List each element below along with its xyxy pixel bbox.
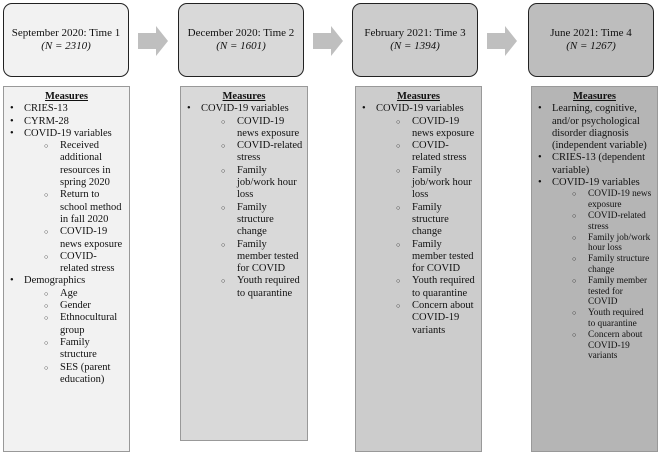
sub-measure-item: ○ COVID-related stress	[570, 211, 653, 233]
measures-heading: Measures	[573, 91, 616, 102]
timepoint-n: (N = 2310)	[41, 40, 91, 52]
sub-measure-item: ○ COVID-19 news exposure	[219, 116, 303, 141]
sub-measure-item: ○ Gender	[42, 300, 125, 312]
timepoint-box	[178, 3, 304, 77]
sub-measure-item: ○ Youth required to quarantine	[219, 275, 303, 300]
measure-item	[8, 116, 125, 128]
measure-item	[536, 152, 653, 177]
measure-item	[8, 275, 125, 386]
sub-measure-item: ○ COVID-19 news exposure	[394, 116, 477, 141]
sub-measure-item: ○ Ethnocultural group	[42, 312, 125, 337]
measures-panel	[531, 86, 658, 452]
measure-item	[536, 103, 653, 152]
sub-measure-item: ○ Family member tested for COVID	[219, 239, 303, 276]
timepoint-title: December 2020: Time 2	[187, 27, 295, 39]
arrow-right-icon	[313, 26, 343, 56]
measure-item	[8, 103, 125, 115]
measures-panel	[180, 86, 308, 441]
measure-item	[185, 103, 303, 300]
timepoint-title: February 2021: Time 3	[364, 27, 466, 39]
timepoint-title: June 2021: Time 4	[550, 27, 632, 39]
sub-measure-item: ○ SES (parent education)	[42, 362, 125, 387]
measure-label: COVID-19 variables	[201, 103, 289, 115]
measures-heading: Measures	[397, 91, 440, 102]
sub-measure-item: ○ Family job/work hour loss	[570, 233, 653, 255]
measure-item	[360, 103, 477, 337]
sub-measure-item: ○ COVID-19 news exposure	[570, 189, 653, 211]
sub-measure-item: ○ Family structure change	[394, 202, 477, 239]
measure-item	[536, 177, 653, 362]
sub-measure-item: ○ Family job/work hour loss	[394, 165, 477, 202]
sub-measure-item: ○ COVID-19 news exposure	[42, 226, 125, 251]
measures-heading: Measures	[222, 91, 266, 102]
sub-measure-item: ○ Family structure change	[219, 202, 303, 239]
timepoint-box	[3, 3, 129, 77]
arrow-right-icon	[487, 26, 517, 56]
measure-label: Demographics	[24, 275, 86, 287]
sub-measure-item: ○ Family job/work hour loss	[219, 165, 303, 202]
sub-measure-item: ○ Family structure	[42, 337, 125, 362]
measure-label: COVID-19 variables	[24, 127, 112, 139]
sub-measure-item: ○ Family structure change	[570, 254, 653, 276]
sub-measure-item: ○ COVID-related stress	[219, 140, 303, 165]
sub-measure-item: ○ Youth required to quarantine	[570, 308, 653, 330]
timepoint-title: September 2020: Time 1	[11, 27, 121, 39]
sub-measure-item: ○ Return to school method in fall 2020	[42, 189, 125, 226]
sub-measure-item: ○ COVID-related stress	[394, 140, 477, 165]
measures-panel	[355, 86, 482, 452]
timepoint-box	[528, 3, 654, 77]
measure-label: CYRM-28	[24, 115, 69, 127]
sub-measure-item: ○ Concern about COVID-19 variants	[570, 330, 653, 362]
arrow-right-icon	[138, 26, 168, 56]
sub-measure-item: ○ COVID-related stress	[42, 251, 125, 276]
timepoint-n: (N = 1394)	[390, 40, 440, 52]
sub-measure-item: ○ Concern about COVID-19 variants	[394, 300, 477, 337]
sub-measure-item: ○ Family member tested for COVID	[570, 276, 653, 308]
measure-item	[8, 128, 125, 276]
measure-label: COVID-19 variables	[376, 103, 464, 115]
timepoint-n: (N = 1267)	[566, 40, 616, 52]
measure-label: CRIES-13 (dependent variable)	[552, 152, 646, 176]
measures-panel	[3, 86, 130, 452]
measure-label: CRIES-13	[24, 103, 68, 115]
measure-label: Learning, cognitive, and/or psychological disorder diagnosis (independent variable)	[552, 103, 647, 152]
sub-measure-item: ○ Received additional resources in spring 2020	[42, 140, 125, 189]
sub-measure-item: ○ Youth required to quarantine	[394, 275, 477, 300]
timepoint-box	[352, 3, 478, 77]
sub-measure-item: ○ Age	[42, 288, 125, 300]
timepoint-n: (N = 1601)	[216, 40, 266, 52]
measures-heading: Measures	[45, 91, 88, 102]
measure-label: COVID-19 variables	[552, 177, 640, 189]
sub-measure-item: ○ Family member tested for COVID	[394, 239, 477, 276]
